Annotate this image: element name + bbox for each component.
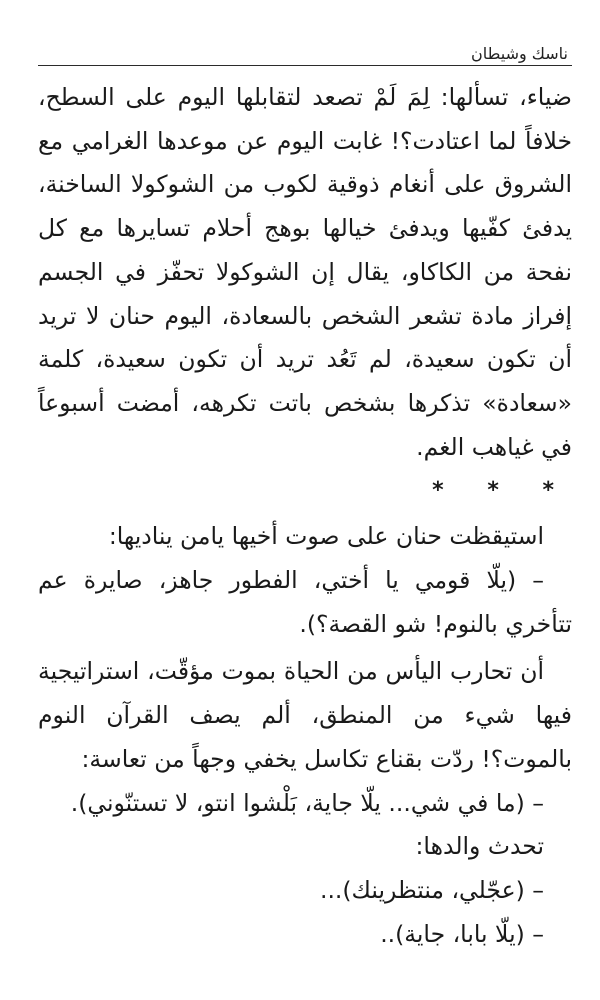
dialogue-line: – (يلّا قومي يا أختي، الفطور جاهز، صايرة عم تتأخري بالنوم! شو القصة؟). [38,566,572,638]
dialogue-line: – (عجّلي، منتظرينك)... [319,875,544,904]
body-text [38,76,572,956]
running-header [38,28,572,66]
paragraph: استيقظت حنان على صوت أخيها يامن يناديها: [108,522,544,551]
paragraph: أن تحارب اليأس من الحياة بموت مؤقّت، استراتيجية فيها شيء من المنطق، ألم يصف القرآن النوم بالموت؟! ردّت بقناع تكاسل يخفي وجهاً من تعاسة: [38,657,572,773]
dialogue-line: – (يلّا بابا، جاية).. [380,919,544,948]
running-title: ناسك وشيطان [470,43,568,63]
paragraph: تحدث والدها: [415,832,544,861]
paragraph: ضياء، تسألها: لِمَ لَمْ تصعد لتقابلها اليوم على السطح، خلافاً لما اعتادت؟! غابت اليوم عن موعدها الغرامي مع الشروق على أنغام ذوقية لكوب من الشوكولا الساخنة، يدفئ كفّيها ويدفئ خيالها بوهج أحلام تسايرها مع كل نفحة من الكاكاو، يقال إن الشوكولا تحفّز في الجسم إفراز مادة تشعر الشخص بالسعادة، اليوم حنان لا تريد أن تكون سعيدة، لم تَعُد تريد أن تكون سعيدة، كلمة «سعادة» تذكرها بشخص باتت تكرهه، أمضت أسبوعاً في غياهب الغم. [38,83,572,461]
dialogue-line: – (ما في شي... يلّا جاية، بَلْشوا انتو، لا تستنّوني). [70,788,544,817]
section-separator: * * * [432,478,572,504]
